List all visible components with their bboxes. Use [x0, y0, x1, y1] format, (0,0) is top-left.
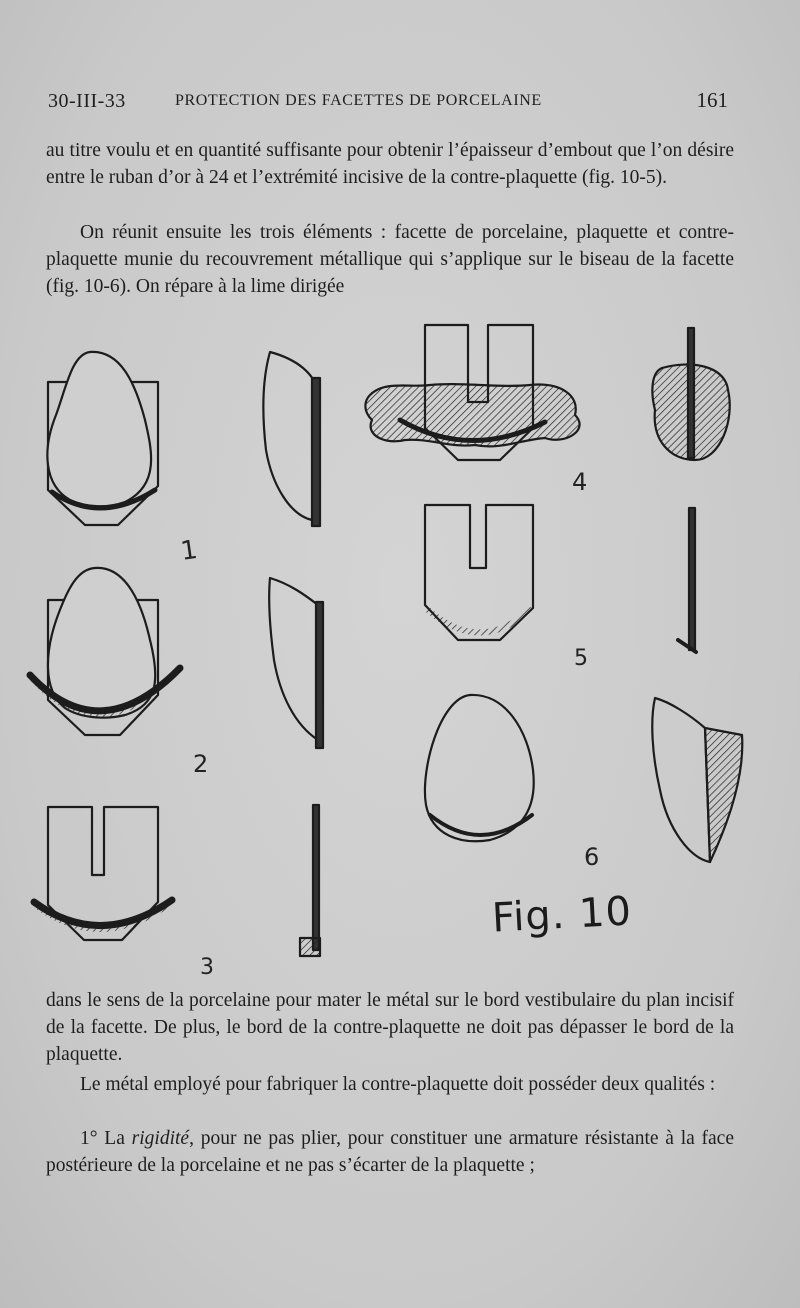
sketch-3-front: [34, 807, 172, 940]
paragraph-1: au titre voulu et en quantité suffisante pour obtenir l’épaisseur d’embout que l’on désire entre le ruban d’or à 24 et l’extrémité incisive de la contre-plaquette (fig. 10-5).: [46, 140, 734, 188]
sketch-6-front: [425, 695, 534, 841]
label-6: 6: [584, 843, 600, 871]
sketch-2-front: [30, 568, 180, 735]
figure-drawing: [0, 310, 800, 980]
label-2: 2: [193, 750, 209, 778]
paragraph-5: 1° La rigidité, pour ne pas plier, pour constituer une armature résistante à la face postérieure de la porcelaine et ne pas s’écarter de la plaquette ;: [46, 1128, 734, 1176]
sketch-4-front: [365, 325, 579, 460]
sketch-5-side: [678, 508, 696, 652]
sketch-6-side: [652, 698, 742, 862]
paragraph-4: Le métal employé pour fabriquer la contre-plaquette doit posséder deux qualités :: [80, 1074, 716, 1095]
label-4: 4: [572, 468, 588, 496]
sketch-3-side: [300, 805, 320, 956]
figure-caption: Fig. 10: [490, 888, 634, 942]
header-date: 30-III-33: [48, 90, 126, 112]
label-5: 5: [574, 646, 588, 671]
sketch-2-side: [269, 578, 323, 748]
emphasis-rigidite: rigidité: [131, 1128, 190, 1149]
sketch-5-front: [425, 505, 533, 640]
label-3: 3: [200, 955, 214, 980]
figure-10: [0, 310, 800, 980]
header-title: PROTECTION DES FACETTES DE PORCELAINE: [175, 92, 542, 109]
paragraph-2: On réunit ensuite les trois éléments : facette de porcelaine, plaquette et contre-plaquette munie du recouvrement métallique qui s’applique sur le biseau de la facette (fig. 10-6). On répare à la lime dirigée: [46, 222, 734, 297]
paragraph-3: dans le sens de la porcelaine pour mater le métal sur le bord vestibulaire du plan incisif de la facette. De plus, le bord de la contre-plaquette ne doit pas dépasser le bord de la plaquette.: [46, 990, 734, 1065]
sketch-1-side: [263, 352, 320, 526]
page-number: 161: [696, 88, 728, 112]
sketch-4-side: [652, 328, 729, 460]
running-header: [48, 88, 738, 116]
sketch-1-front: [47, 352, 158, 525]
label-1: 1: [178, 534, 200, 567]
